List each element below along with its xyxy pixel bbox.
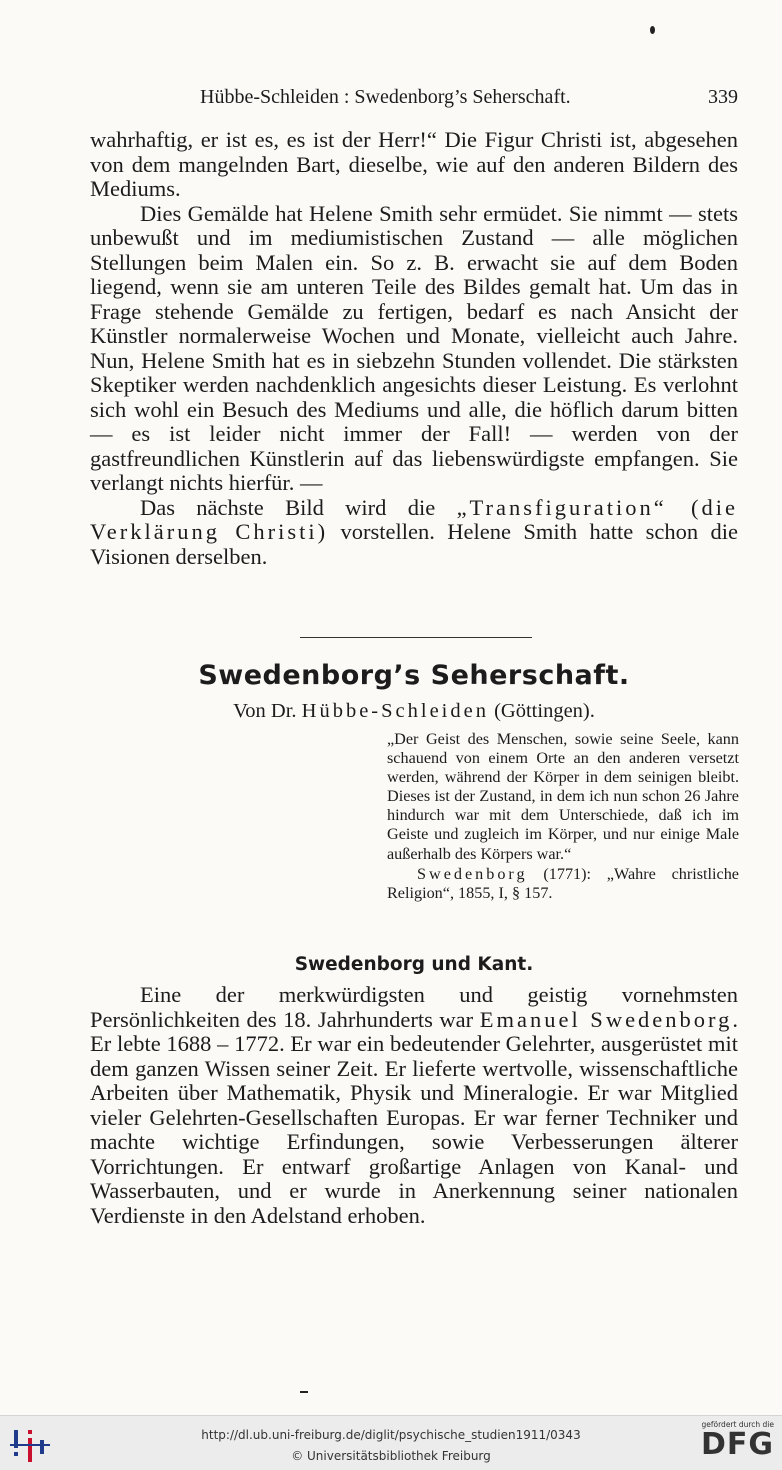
epigraph bbox=[387, 730, 739, 903]
dfg-tagline: gefördert durch die bbox=[701, 1420, 774, 1429]
author-name: Hübbe-Schleiden bbox=[301, 700, 489, 722]
copyright-notice: © Universitätsbibliothek Freiburg bbox=[291, 1449, 491, 1463]
paragraph bbox=[90, 496, 738, 570]
running-header bbox=[90, 86, 738, 114]
viewer-footer bbox=[0, 1415, 782, 1470]
dfg-logo-icon: DFG bbox=[700, 1427, 774, 1462]
text-run: vorstellen. Helene Smith hatte schon die Visionen derselben. bbox=[90, 519, 738, 569]
person-name: Emanuel Swedenborg bbox=[479, 1006, 733, 1032]
permalink-url[interactable]: http://dl.ub.uni-freiburg.de/diglit/psychische_studien1911/0343 bbox=[201, 1428, 581, 1442]
text-run: . Er lebte 1688 – 1772. Er war ein bedeutender Gelehrter, ausgerüstet mit dem ganzen Wissen seiner Zeit. Er lieferte wertvolle, wissenschaftliche Arbeiten über Mathematik, Physik und Mineralogie. Er war Mitglied vieler Gelehrten-Gesellschaften Europas. Er war ferner Techniker und machte wichtige Erfindungen, sowie Verbesserungen älterer Vorrichtungen. Er entwarf großartige Anlagen von Kanal- und Wasserbauten, und er wurde in Anerkennung seiner nationalen Verdienste in den Adelstand erhoben. bbox=[90, 1006, 739, 1228]
spaced-title: „Transfiguration“ (die Verklärung Christi) bbox=[90, 494, 739, 544]
byline bbox=[90, 700, 738, 723]
continued-text bbox=[90, 128, 738, 569]
article-title: Swedenborg’s Seherschaft. bbox=[198, 660, 630, 691]
epigraph-source bbox=[387, 865, 739, 903]
source-author: Swedenborg bbox=[417, 864, 528, 883]
ink-speck bbox=[650, 26, 655, 34]
byline-suffix: (Göttingen). bbox=[488, 700, 595, 722]
section-heading: Swedenborg und Kant. bbox=[294, 954, 534, 975]
section-divider bbox=[300, 637, 532, 638]
dfg-logo bbox=[692, 1420, 774, 1466]
text-run: Das nächste Bild wird die bbox=[140, 494, 457, 520]
byline-prefix: Von Dr. bbox=[233, 700, 302, 722]
article-body bbox=[90, 983, 738, 1228]
epigraph-quote: „Der Geist des Menschen, sowie seine Seele, kann schauend von einem Orte an den anderen versetzt werden, während der Körper in dem seinigen bleibt. Dieses ist der Zustand, in dem ich nun schon 26 Jahre hindurch war mit dem Unterschiede, daß ich im Geiste und zugleich im Körper, und nur einige Male außerhalb des Körpers war.“ bbox=[387, 730, 739, 863]
ink-speck bbox=[300, 1391, 308, 1393]
paragraph bbox=[90, 983, 738, 1228]
paragraph: Dies Gemälde hat Helene Smith sehr ermüdet. Sie nimmt — stets unbewußt und im mediumistischen Zustand — alle möglichen Stellungen beim Malen ein. So z. B. erwacht sie auf dem Boden liegend, wenn sie am unteren Teile des Bildes gemalt hat. Um das in Frage stehende Gemälde zu fertigen, bedarf es nach Ansicht der Künstler normalerweise Wochen und Monate, vielleicht auch Jahre. Nun, Helene Smith hat es in siebzehn Stunden vollendet. Die stärksten Skeptiker werden nachdenklich angesichts dieser Leistung. Es verlohnt sich wohl ein Besuch des Mediums und alle, die höflich darum bitten — es ist leider nicht immer der Fall! — werden von der gastfreundlichen Künstlerin auf das liebenswürdigste empfangen. Sie verlangt nichts hierfür. — bbox=[90, 200, 738, 495]
page-number: 339 bbox=[708, 86, 738, 108]
text-run: Eine der merkwürdigsten und geistig vornehmsten Persönlichkeiten des 18. Jahrhunderts war bbox=[90, 982, 738, 1032]
source-citation: (1771): „Wahre christliche Religion“, 1855, I, § 157. bbox=[387, 864, 739, 902]
paragraph: wahrhaftig, er ist es, es ist der Herr!“ Die Figur Christi ist, abgesehen von dem mangelnden Bart, dieselbe, wie auf den anderen Bildern des Mediums. bbox=[90, 127, 738, 201]
running-title: Hübbe-Schleiden : Swedenborg’s Seherschaft. bbox=[200, 86, 571, 108]
